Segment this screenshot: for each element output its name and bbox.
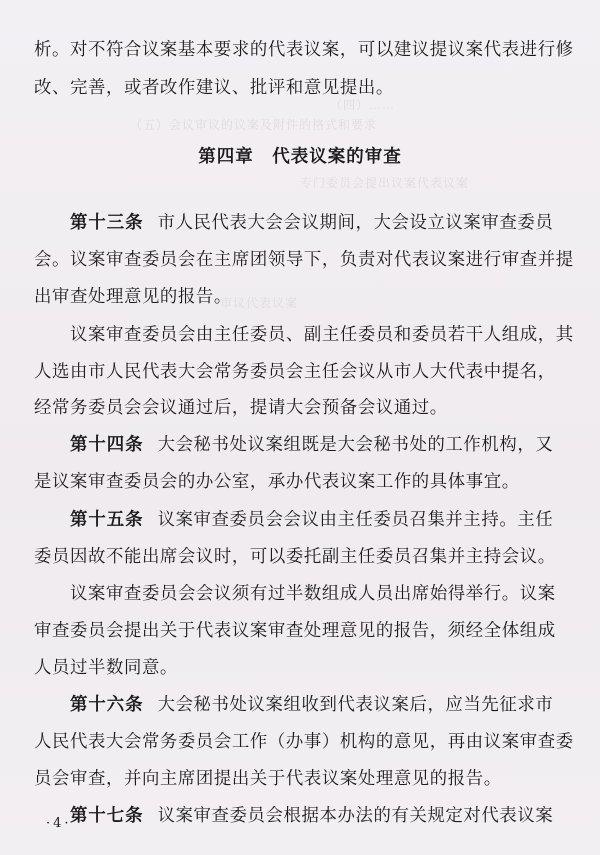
paragraph-line: 改、完善，或者改作建议、批评和意见提出。	[34, 78, 394, 98]
paragraph-line: 员会审查，并向主席团提出关于代表议案处理意见的报告。	[34, 769, 502, 789]
article-17-text: 议案审查委员会根据本办法的有关规定对代表议案	[157, 806, 554, 826]
paragraph-line: 议案审查委员会由主任委员、副主任委员和委员若干人组成，其	[70, 325, 574, 345]
paragraph-line: 人选由市人民代表大会常务委员会主任会议从市人大代表中提名，	[34, 362, 556, 382]
article-16-label: 第十六条	[70, 695, 144, 715]
paragraph-line: 出审查处理意见的报告。	[34, 287, 232, 307]
paragraph-line: 经常务委员会会议通过后，提请大会预备会议通过。	[34, 398, 448, 418]
page-number: ·4·	[46, 816, 72, 831]
article-13-label: 第十三条	[70, 213, 144, 233]
article-14-text: 大会秘书处议案组既是大会秘书处的工作机构，又	[157, 435, 554, 455]
paragraph-line: 委员因故不能出席会议时，可以委托副主任委员召集并主持会议。	[34, 547, 556, 567]
article-15-label: 第十五条	[70, 510, 144, 530]
article-14-line	[70, 433, 574, 457]
article-14-label: 第十四条	[70, 435, 144, 455]
paragraph-line: 会。议案审查委员会在主席团领导下，负责对代表议案进行审查并提	[34, 250, 574, 270]
article-13-line	[70, 211, 574, 235]
bleed-through-text: （四）……	[330, 98, 396, 112]
article-16-line	[70, 693, 574, 717]
paragraph-line: 析。对不符合议案基本要求的代表议案，可以建议提议案代表进行修	[34, 40, 574, 60]
paragraph-line: 审查委员会提出关于代表议案审查处理意见的报告，须经全体组成	[34, 621, 556, 641]
paragraph-line: 议案审查委员会会议须有过半数组成人员出席始得举行。议案	[70, 584, 556, 604]
article-16-text: 大会秘书处议案组收到代表议案后，应当先征求市	[157, 695, 554, 715]
paragraph-line: 人员过半数同意。	[34, 658, 178, 678]
article-15-text: 议案审查委员会会议由主任委员召集并主持。主任	[157, 510, 554, 530]
paragraph-line: 人民代表大会常务委员会工作（办事）机构的意见，再由议案审查委	[34, 732, 574, 752]
article-17-line	[70, 804, 574, 828]
chapter-heading: 第四章 代表议案的审查	[198, 147, 402, 167]
paragraph-line: 是议案审查委员会的办公室，承办代表议案工作的具体事宜。	[34, 472, 520, 492]
bleed-through-text: 审议代表议案	[220, 296, 299, 310]
article-15-line	[70, 508, 574, 532]
bleed-through-text: （五）会议审议的议案及附件的格式和要求	[130, 118, 378, 132]
article-13-text: 市人民代表大会会议期间，大会设立议案审查委员	[157, 213, 554, 233]
bleed-through-text: 专门委员会提出议案代表议案	[300, 176, 470, 190]
article-17-label: 第十七条	[70, 806, 144, 826]
